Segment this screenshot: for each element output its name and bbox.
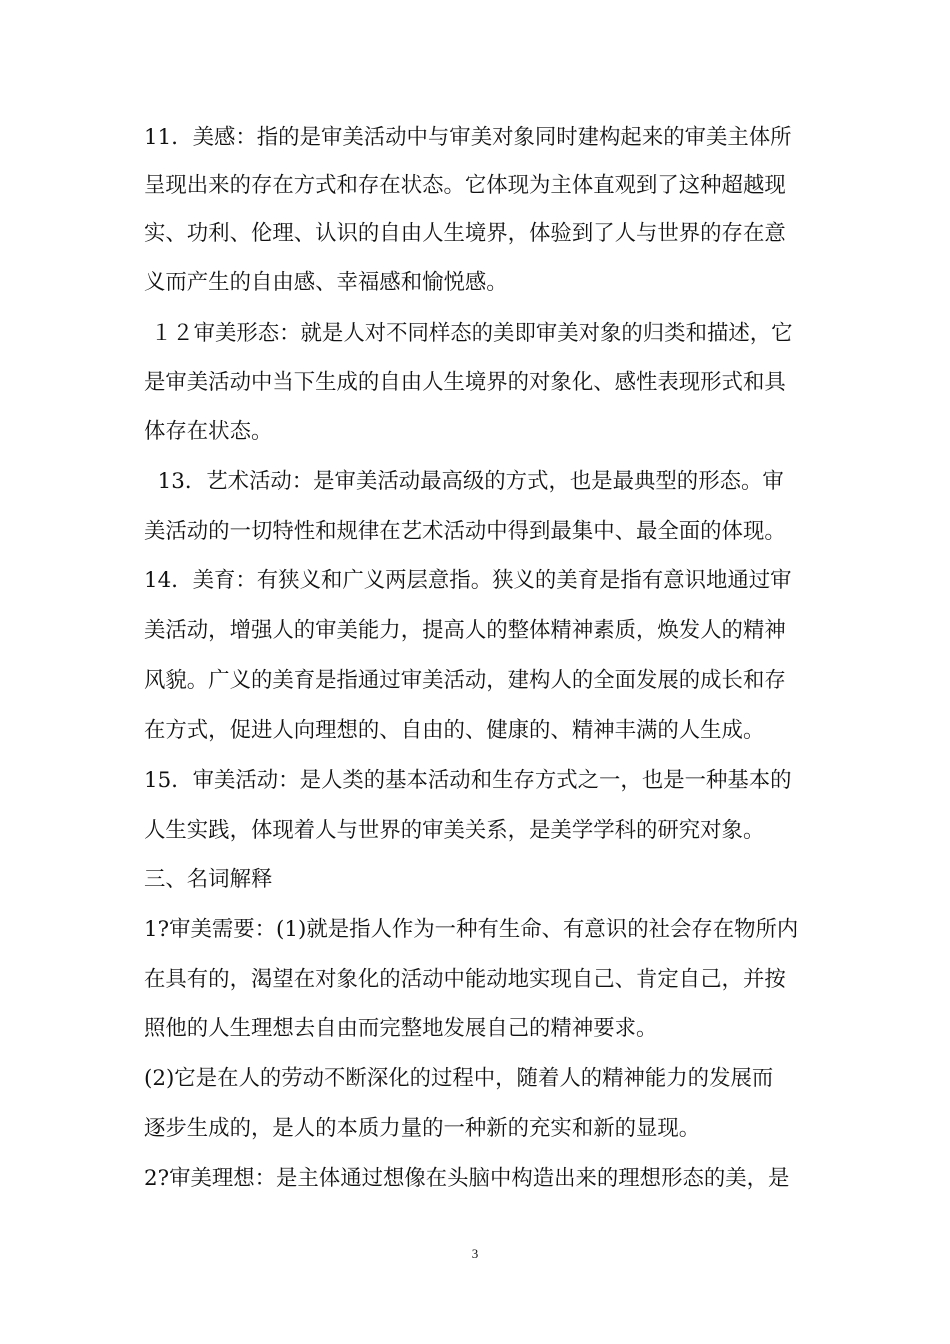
text-line: 在方式，促进人向理想的、自由的、健康的、精神丰满的人生成。 — [144, 718, 765, 743]
text-line: 逐步生成的，是人的本质力量的一种新的充实和新的显现。 — [144, 1116, 701, 1141]
text-line: 1?审美需要：(1)就是指人作为一种有生命、有意识的社会存在物所内 — [144, 917, 799, 942]
text-line: 照他的人生理想去自由而完整地发展自己的精神要求。 — [144, 1016, 658, 1041]
text-line: 是审美活动中当下生成的自由人生境界的对象化、感性表现形式和具 — [144, 370, 786, 395]
text-line: 美活动，增强人的审美能力，提高人的整体精神素质，焕发人的精神 — [144, 618, 786, 643]
text-line: 义而产生的自由感、幸福感和愉悦感。 — [144, 270, 508, 295]
text-line: 体存在状态。 — [144, 419, 273, 444]
text-line: 人生实践，体现着人与世界的审美关系，是美学学科的研究对象。 — [144, 818, 765, 843]
text-line: 2?审美理想：是主体通过想像在头脑中构造出来的理想形态的美，是 — [144, 1166, 790, 1191]
text-line: 实、功利、伦理、认识的自由人生境界，体验到了人与世界的存在意 — [144, 221, 786, 246]
text-line: 美活动的一切特性和规律在艺术活动中得到最集中、最全面的体现。 — [144, 519, 786, 544]
text-line: 呈现出来的存在方式和存在状态。它体现为主体直观到了这种超越现 — [144, 173, 786, 198]
text-line: 11．美感：指的是审美活动中与审美对象同时建构起来的审美主体所 — [144, 125, 792, 150]
text-line: 15．审美活动：是人类的基本活动和生存方式之一，也是一种基本的 — [144, 768, 792, 793]
page-number: 3 — [471, 1246, 479, 1261]
text-line: 13．艺术活动：是审美活动最高级的方式，也是最典型的形态。审 — [144, 469, 784, 494]
text-line: (2)它是在人的劳动不断深化的过程中，随着人的精神能力的发展而 — [144, 1066, 774, 1091]
text-line: 在具有的，渴望在对象化的活动中能动地实现自己、肯定自己，并按 — [144, 967, 786, 992]
text-line: 风貌。广义的美育是指通过审美活动，建构人的全面发展的成长和存 — [144, 668, 786, 693]
text-line: １２审美形态：就是人对不同样态的美即审美对象的归类和描述，它 — [144, 321, 793, 346]
section-heading: 三、名词解释 — [144, 867, 273, 892]
text-line: 14．美育：有狭义和广义两层意指。狭义的美育是指有意识地通过审 — [144, 568, 792, 593]
